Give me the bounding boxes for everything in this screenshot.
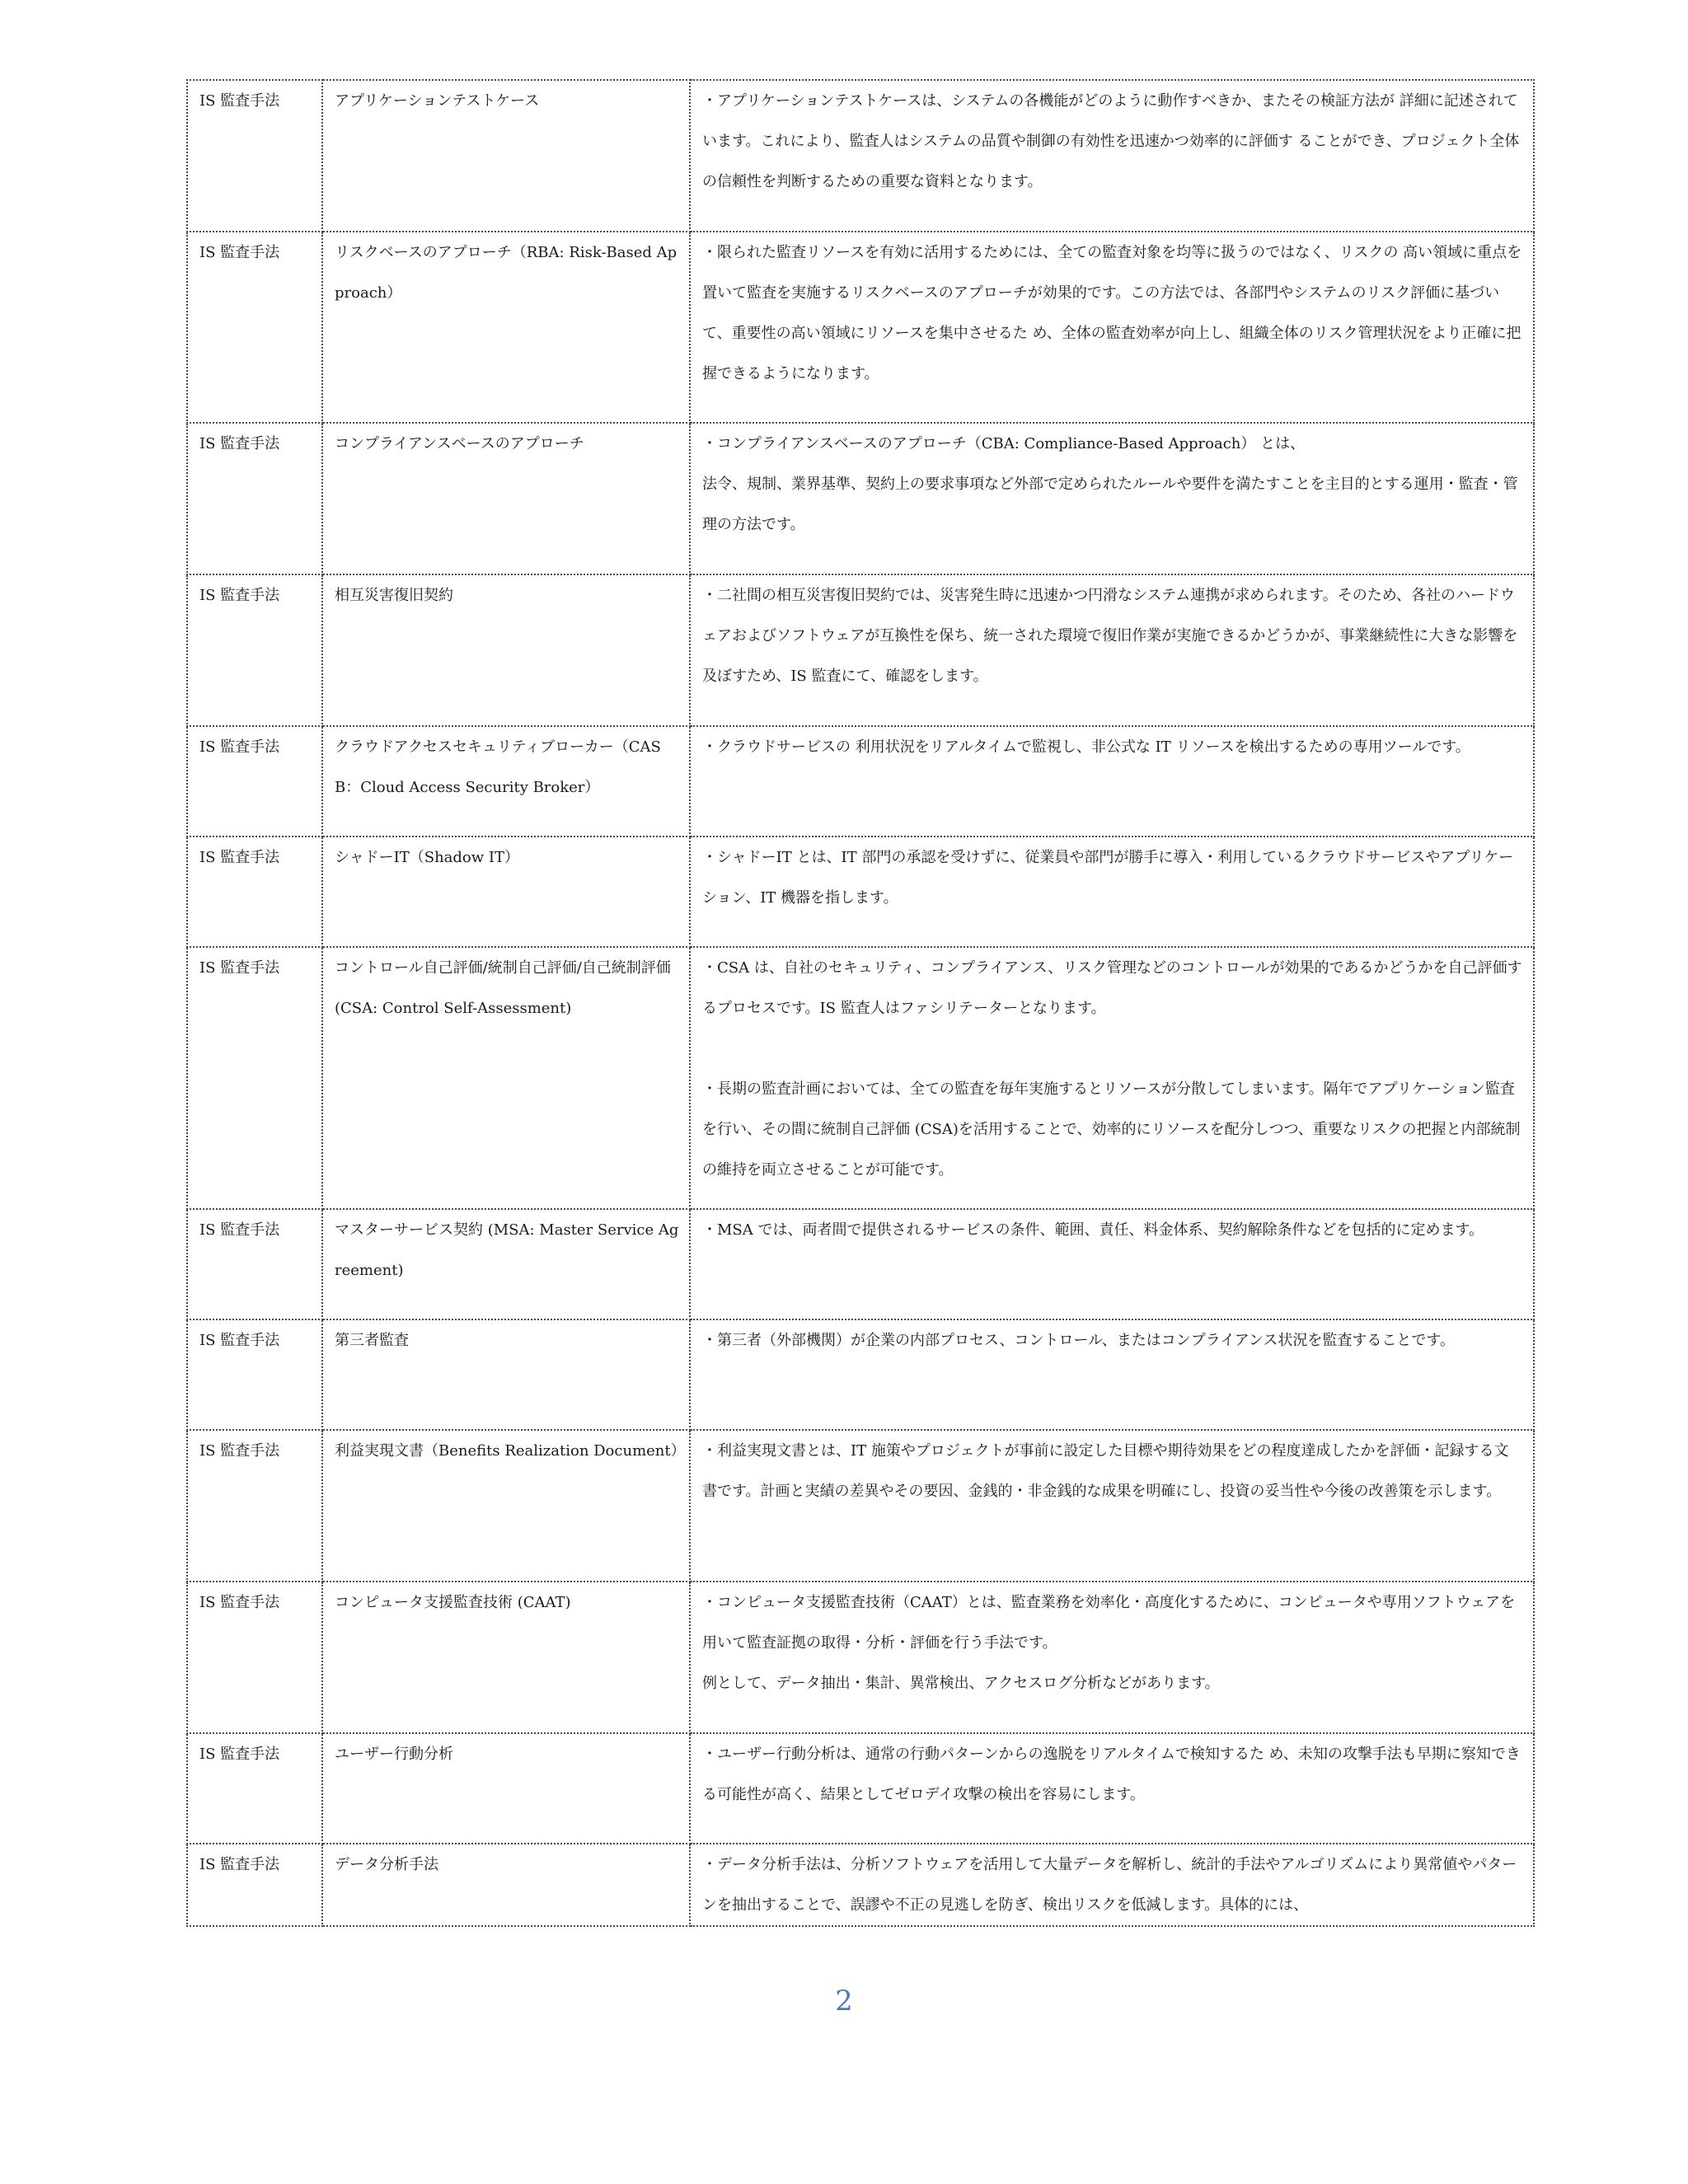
glossary-table-body	[187, 80, 1534, 1926]
description-cell	[690, 726, 1534, 837]
category-cell: IS 監査手法	[187, 1733, 322, 1844]
category-cell: IS 監査手法	[187, 1582, 322, 1733]
table-row	[187, 837, 1534, 947]
table-row	[187, 574, 1534, 726]
table-row	[187, 1430, 1534, 1582]
term-cell: コンピュータ支援監査技術 (CAAT)	[322, 1582, 690, 1733]
description-paragraph: 例として、データ抽出・集計、異常検出、アクセスログ分析などがあります。	[702, 1675, 1220, 1692]
description-paragraph: ・二社間の相互災害復旧契約では、災害発生時に迅速かつ円滑なシステム連携が求められます。そのため、各社のハードウェアおよびソフトウェアが互換性を保ち、統一された環境で復旧作業が実施できるかどうかが、事業継続性に大きな影響を及ぼすため、IS 監査にて、確認をします。	[702, 587, 1518, 685]
table-row	[187, 1319, 1534, 1430]
description-paragraph: ・長期の監査計画においては、全ての監査を毎年実施するとリソースが分散してしまいます。隔年でアプリケーション監査を行い、その間に統制自己評価 (CSA)を活用することで、効率的にリソースを配分しつつ、重要なリスクの把握と内部統制の維持を両立させることが可能です。	[702, 1080, 1521, 1179]
description-paragraph: ・ユーザー行動分析は、通常の行動パターンからの逸脱をリアルタイムで検知するた め、未知の攻撃手法も早期に察知できる可能性が高く、結果としてゼロデイ攻撃の検出を容易にします。	[702, 1746, 1521, 1803]
table-row	[187, 1733, 1534, 1844]
term-cell: コントロール自己評価/統制自己評価/自己統制評価(CSA: Control Self-Assessment)	[322, 947, 690, 1209]
category-cell: IS 監査手法	[187, 1319, 322, 1430]
description-paragraph: 法令、規制、業界基準、契約上の要求事項など外部で定められたルールや要件を満たすことを主目的とする運用・監査・管理の方法です。	[702, 476, 1518, 533]
category-cell: IS 監査手法	[187, 232, 322, 423]
term-cell: コンプライアンスベースのアプローチ	[322, 423, 690, 574]
description-paragraph: ・コンプライアンスベースのアプローチ（CBA: Compliance-Based Approach） とは、	[702, 435, 1306, 452]
term-cell: データ分析手法	[322, 1844, 690, 1926]
category-cell: IS 監査手法	[187, 80, 322, 232]
table-row	[187, 232, 1534, 423]
description-cell	[690, 1430, 1534, 1582]
table-row	[187, 1844, 1534, 1926]
category-cell: IS 監査手法	[187, 947, 322, 1209]
term-cell: クラウドアクセスセキュリティブローカー（CASB：Cloud Access Security Broker）	[322, 726, 690, 837]
description-cell	[690, 1209, 1534, 1319]
description-cell	[690, 232, 1534, 423]
description-cell	[690, 423, 1534, 574]
term-cell: 相互災害復旧契約	[322, 574, 690, 726]
term-cell: 第三者監査	[322, 1319, 690, 1430]
description-cell	[690, 947, 1534, 1209]
description-cell	[690, 80, 1534, 232]
description-cell	[690, 1319, 1534, 1430]
description-paragraph: ・アプリケーションテストケースは、システムの各機能がどのように動作すべきか、またその検証方法が 詳細に記述されています。これにより、監査人はシステムの品質や制御の有効性を迅速かつ効率的に評価す ることができ、プロジェクト全体の信頼性を判断するための重要な資料となります。	[702, 92, 1520, 190]
table-row	[187, 1209, 1534, 1319]
category-cell: IS 監査手法	[187, 1209, 322, 1319]
description-paragraph: ・シャドーIT とは、IT 部門の承認を受けずに、従業員や部門が勝手に導入・利用しているクラウドサービスやアプリケーション、IT 機器を指します。	[702, 849, 1514, 907]
category-cell: IS 監査手法	[187, 726, 322, 837]
term-cell: リスクベースのアプローチ（RBA: Risk-Based Approach）	[322, 232, 690, 423]
term-cell: ユーザー行動分析	[322, 1733, 690, 1844]
term-cell: アプリケーションテストケース	[322, 80, 690, 232]
category-cell: IS 監査手法	[187, 837, 322, 947]
table-row	[187, 80, 1534, 232]
category-cell: IS 監査手法	[187, 574, 322, 726]
paragraph-gap	[702, 1029, 1523, 1069]
description-paragraph: ・CSA は、自社のセキュリティ、コンプライアンス、リスク管理などのコントロールが効果的であるかどうかを自己評価するプロセスです。IS 監査人はファシリテーターとなります。	[702, 959, 1522, 1017]
term-cell: シャドーIT（Shadow IT）	[322, 837, 690, 947]
term-cell: マスターサービス契約 (MSA: Master Service Agreement)	[322, 1209, 690, 1319]
description-paragraph: ・第三者（外部機関）が企業の内部プロセス、コントロール、またはコンプライアンス状況を監査することです。	[702, 1332, 1455, 1349]
description-paragraph: ・限られた監査リソースを有効に活用するためには、全ての監査対象を均等に扱うのではなく、リスクの 高い領域に重点を置いて監査を実施するリスクベースのアプローチが効果的です。この方法では、各部門やシステムのリスク評価に基づいて、重要性の高い領域にリソースを集中させるた め、全体の監査効率が向上し、組織全体のリスク管理状況をより正確に把握できるようになります。	[702, 244, 1522, 382]
term-cell: 利益実現文書（Benefits Realization Document）	[322, 1430, 690, 1582]
category-cell: IS 監査手法	[187, 1430, 322, 1582]
table-row	[187, 423, 1534, 574]
description-paragraph: ・コンピュータ支援監査技術（CAAT）とは、監査業務を効率化・高度化するために、コンピュータや専用ソフトウェアを用いて監査証拠の取得・分析・評価を行う手法です。	[702, 1594, 1516, 1652]
description-cell	[690, 1733, 1534, 1844]
description-cell	[690, 1582, 1534, 1733]
category-cell: IS 監査手法	[187, 423, 322, 574]
table-row	[187, 947, 1534, 1209]
glossary-table	[186, 79, 1535, 1927]
page-number: 2	[835, 1985, 853, 2018]
description-paragraph: ・MSA では、両者間で提供されるサービスの条件、範囲、責任、料金体系、契約解除条件などを包括的に定めます。	[702, 1221, 1484, 1239]
table-row	[187, 1582, 1534, 1733]
table-row	[187, 726, 1534, 837]
description-cell	[690, 574, 1534, 726]
description-paragraph: ・クラウドサービスの 利用状況をリアルタイムで監視し、非公式な IT リソースを検出するための専用ツールです。	[702, 738, 1470, 756]
category-cell: IS 監査手法	[187, 1844, 322, 1926]
description-cell	[690, 1844, 1534, 1926]
description-paragraph: ・データ分析手法は、分析ソフトウェアを活用して大量データを解析し、統計的手法やアルゴリズムにより異常値やパターンを抽出することで、誤謬や不正の見逃しを防ぎ、検出リスクを低減します。具体的には、	[702, 1856, 1517, 1914]
description-cell	[690, 837, 1534, 947]
description-paragraph: ・利益実現文書とは、IT 施策やプロジェクトが事前に設定した目標や期待効果をどの程度達成したかを評価・記録する文書です。計画と実績の差異やその要因、金銭的・非金銭的な成果を明確にし、投資の妥当性や今後の改善策を示します。	[702, 1442, 1509, 1500]
